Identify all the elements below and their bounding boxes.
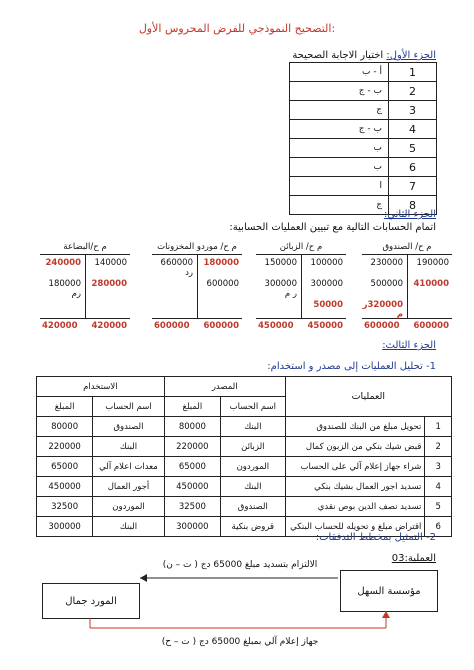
use-account: معدات اعلام آلي bbox=[93, 457, 165, 477]
source-amount: 32500 bbox=[164, 497, 220, 517]
account-name: م ح/ الزبائن bbox=[279, 242, 323, 252]
account-credit-value: 500000 bbox=[370, 279, 403, 289]
account-debit-value: 410000 bbox=[413, 279, 449, 289]
account-debit-value: 600000 bbox=[206, 279, 239, 289]
answer-number: 1 bbox=[389, 63, 437, 82]
account-credit-value: 240000 bbox=[45, 258, 81, 268]
operation-text: اقتراض مبلغ و تحويله للحساب البنكي bbox=[285, 517, 425, 537]
account-debit-value: 300000 bbox=[310, 279, 343, 289]
account-debit-value: 140000 bbox=[94, 258, 127, 268]
source-amount: 450000 bbox=[164, 477, 220, 497]
account-credit-value: 660000 رد bbox=[160, 258, 193, 278]
account-total-debit: 600000 bbox=[413, 321, 449, 331]
account-debit-value: 190000 bbox=[416, 258, 449, 268]
account-total-credit: 450000 bbox=[258, 321, 294, 331]
source-account: البنك bbox=[220, 417, 285, 437]
header-operations: العمليات bbox=[285, 377, 451, 417]
account-debit-value: 50000 bbox=[313, 300, 343, 310]
use-account: البنك bbox=[93, 437, 165, 457]
source-account: الموردون bbox=[220, 457, 285, 477]
header-use-account: اسم الحساب bbox=[93, 397, 165, 417]
operation-text: شراء جهاز إعلام آلي على الحساب bbox=[285, 457, 425, 477]
answer-number: 5 bbox=[389, 139, 437, 158]
use-amount: 450000 bbox=[37, 477, 93, 497]
answer-number: 6 bbox=[389, 158, 437, 177]
use-amount: 80000 bbox=[37, 417, 93, 437]
question-1: 1- تحليل العمليات إلى مصدر و استخدام: bbox=[267, 361, 436, 372]
header-source: المصدر bbox=[164, 377, 285, 397]
source-amount: 300000 bbox=[164, 517, 220, 537]
account-credit-value: 300000 ر م bbox=[264, 279, 297, 299]
account-total-credit: 420000 bbox=[42, 321, 78, 331]
answer-number: 2 bbox=[389, 82, 437, 101]
use-amount: 32500 bbox=[37, 497, 93, 517]
answer-number: 7 bbox=[389, 177, 437, 196]
header-source-account: اسم الحساب bbox=[220, 397, 285, 417]
account-debit-value: 180000 bbox=[203, 258, 239, 268]
question-2: 2- التمثيل بمخطط التدفقات: bbox=[315, 532, 436, 543]
answer-choice: ا bbox=[290, 177, 389, 196]
use-amount: 220000 bbox=[37, 437, 93, 457]
use-account: الموردون bbox=[93, 497, 165, 517]
answer-choice: ب bbox=[290, 139, 389, 158]
operation-number: 3 bbox=[425, 457, 452, 477]
operation-number: 4 bbox=[425, 477, 452, 497]
use-amount: 65000 bbox=[37, 457, 93, 477]
company-box-label: مؤسسة السهل bbox=[340, 570, 438, 612]
account-name: م ح/ الصندوق bbox=[382, 242, 432, 252]
account-credit-value: 150000 bbox=[264, 258, 297, 268]
account-credit-value: 230000 bbox=[370, 258, 403, 268]
account-credit-value: 180000 رم bbox=[48, 279, 81, 299]
answer-choice: ب - ج bbox=[290, 82, 389, 101]
account-credit-value: 320000ر م bbox=[362, 300, 403, 320]
part3-heading: الجزء الثالث: bbox=[382, 340, 436, 351]
flow-bottom-text: جهاز إعلام آلي بمبلغ 65000 دج ( ت – ح) bbox=[161, 637, 319, 647]
operation-number: 6 bbox=[425, 517, 452, 537]
header-use: الاستخدام bbox=[37, 377, 165, 397]
account-debit-value: 280000 bbox=[91, 279, 127, 289]
answer-number: 8 bbox=[389, 196, 437, 215]
account-total-debit: 450000 bbox=[307, 321, 343, 331]
part1-subtitle: اختيار الاجابة الصحيحة bbox=[292, 50, 384, 61]
operation-number: 2 bbox=[425, 437, 452, 457]
use-account: الصندوق bbox=[93, 417, 165, 437]
use-account: أجور العمال bbox=[93, 477, 165, 497]
flow-top-text: الالتزام بتسديد مبلغ 65000 دج ( ت – ن) bbox=[162, 560, 318, 570]
account-total-credit: 600000 bbox=[364, 321, 400, 331]
top-arrow-head bbox=[140, 574, 147, 582]
account-total-credit: 600000 bbox=[154, 321, 190, 331]
answer-choice: ب - ج bbox=[290, 120, 389, 139]
answer-number: 3 bbox=[389, 101, 437, 120]
operation-number: 5 bbox=[425, 497, 452, 517]
account-name: م ح/البضاعة bbox=[63, 242, 107, 252]
use-account: البنك bbox=[93, 517, 165, 537]
bottom-arrow-head bbox=[382, 611, 390, 618]
operation-text: تسديد نصف الدين بوص نقدي bbox=[285, 497, 425, 517]
source-amount: 80000 bbox=[164, 417, 220, 437]
supplier-box-label: المورد جمال bbox=[42, 583, 140, 619]
source-account: البنك bbox=[220, 477, 285, 497]
operation-text: قبض شيك بنكي من الزبون كمال bbox=[285, 437, 425, 457]
account-total-debit: 420000 bbox=[91, 321, 127, 331]
account-debit-value: 100000 bbox=[310, 258, 343, 268]
answer-choice: ب bbox=[290, 158, 389, 177]
answer-choice: ج bbox=[290, 101, 389, 120]
document-title: التصحيح النموذجي للفرض المحروس الأول: bbox=[138, 22, 336, 35]
header-source-amount: المبلغ bbox=[164, 397, 220, 417]
source-amount: 65000 bbox=[164, 457, 220, 477]
answer-choice: أ - ب bbox=[290, 63, 389, 82]
part2-instruction: اتمام الحسابات التالية مع تبيين العمليات الحسابية: bbox=[229, 222, 436, 233]
source-amount: 220000 bbox=[164, 437, 220, 457]
part1-heading: الجزء الأول: bbox=[386, 50, 436, 61]
operation-text: تسديد اجور العمال بشيك بنكي bbox=[285, 477, 425, 497]
source-account: الزبائن bbox=[220, 437, 285, 457]
answer-number: 4 bbox=[389, 120, 437, 139]
use-amount: 300000 bbox=[37, 517, 93, 537]
source-account: قروض بنكية bbox=[220, 517, 285, 537]
answer-choice: ج bbox=[290, 196, 389, 215]
header-use-amount: المبلغ bbox=[37, 397, 93, 417]
account-total-debit: 600000 bbox=[203, 321, 239, 331]
operation-label: العملية:03 bbox=[391, 553, 436, 564]
part2-heading: الجزء الثاني: bbox=[383, 209, 436, 220]
account-name: م ح/ موردو المخزونات bbox=[157, 242, 237, 252]
operation-number: 1 bbox=[425, 417, 452, 437]
operation-text: تحويل مبلغ من البنك للصندوق bbox=[285, 417, 425, 437]
source-account: الصندوق bbox=[220, 497, 285, 517]
